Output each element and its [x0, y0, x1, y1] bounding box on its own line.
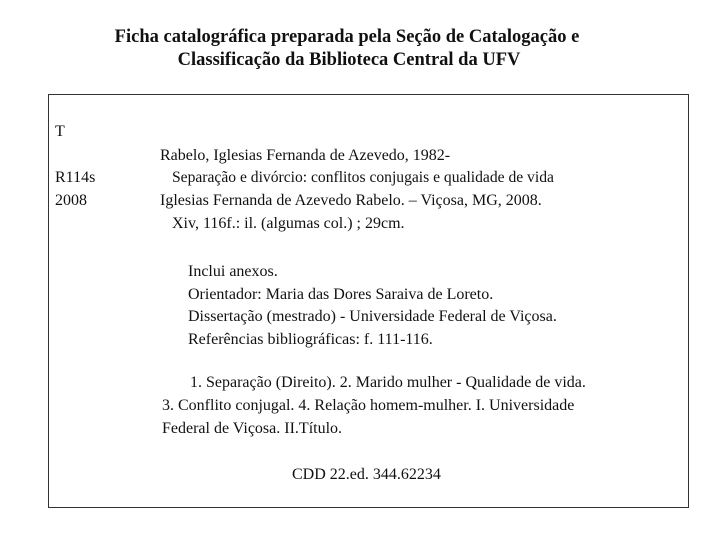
- subject-line-3: Federal de Viçosa. II.Título.: [162, 420, 343, 437]
- note-advisor: Orientador: Maria das Dores Saraiva de Loreto.: [188, 286, 494, 303]
- note-references: Referências bibliográficas: f. 111-116.: [188, 331, 433, 348]
- subject-line-2: 3. Conflito conjugal. 4. Relação homem-mulher. I. Universidade: [162, 397, 575, 414]
- catalog-heading-line-1: Ficha catalográfica preparada pela Seção de Catalogação e: [114, 27, 580, 47]
- catalog-card: [48, 94, 689, 508]
- author-entry: Rabelo, Iglesias Fernanda de Azevedo, 1982-: [160, 147, 451, 164]
- title-line-2: Iglesias Fernanda de Azevedo Rabelo. – Viçosa, MG, 2008.: [160, 192, 542, 209]
- classification-number: CDD 22.ed. 344.62234: [292, 466, 441, 483]
- call-number: R114s: [55, 169, 96, 186]
- note-annexes: Inclui anexos.: [188, 263, 278, 280]
- catalog-heading-line-2: Classificação da Biblioteca Central da UFV: [177, 50, 521, 70]
- subject-line-1: 1. Separação (Direito). 2. Marido mulher - Qualidade de vida.: [190, 374, 586, 391]
- title-line-1: Separação e divórcio: conflitos conjugais e qualidade de vida: [172, 169, 554, 186]
- class-letter: T: [55, 123, 65, 140]
- note-dissertation: Dissertação (mestrado) - Universidade Federal de Viçosa.: [188, 308, 557, 325]
- physical-description: Xiv, 116f.: il. (algumas col.) ; 29cm.: [172, 215, 405, 232]
- year: 2008: [55, 192, 87, 209]
